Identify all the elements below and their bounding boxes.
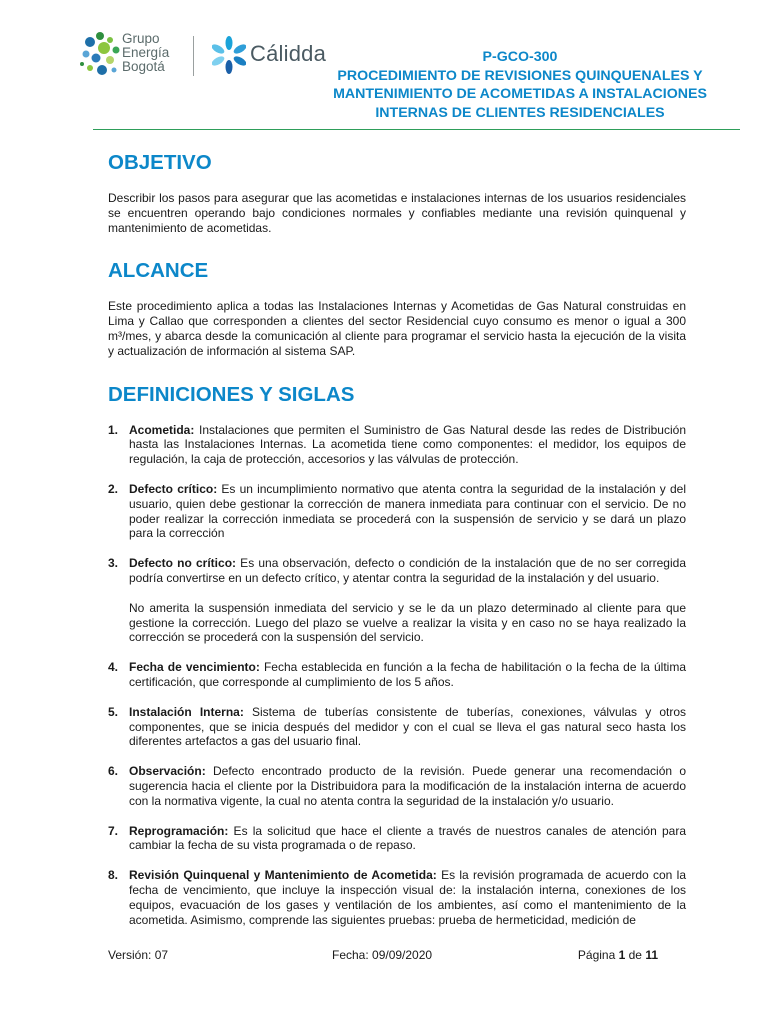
document-title-block (300, 48, 740, 122)
document-header (0, 0, 768, 132)
document-title-line: INTERNAS DE CLIENTES RESIDENCIALES (375, 104, 665, 121)
definition-term: Reprogramación: (129, 823, 229, 838)
section-paragraph: Este procedimiento aplica a todas las Instalaciones Internas y Acometidas de Gas Natural construidas en Lima y Callao que corresponden a clientes del sector Residencial cuyo consumo es menor o igual a 300 m³/mes, y abarca desde la comunicación al cliente para programar el servicio hasta la ejecución de la visita y actualización de información al sistema SAP. (108, 299, 686, 358)
geb-logo-line: Bogotá (122, 59, 165, 74)
page-prefix: Página (577, 948, 619, 962)
section-objetivo (108, 150, 686, 235)
page-current: 1 (618, 948, 626, 962)
section-heading: ALCANCE (108, 259, 209, 283)
definition-item (108, 660, 686, 690)
definition-term: Acometida: (129, 422, 195, 437)
document-code: P-GCO-300 (482, 49, 558, 65)
document-body (108, 150, 686, 942)
definition-number: 1. (108, 422, 119, 437)
footer-page-number (578, 948, 658, 962)
document-title-line: PROCEDIMIENTO DE REVISIONES QUINQUENALES Y (337, 67, 703, 84)
definition-text: Fecha establecida en función a la fecha de habilitación o la fecha de la última certificación, que corresponde al cumplimiento de los 5 años. (129, 660, 687, 689)
definition-item (108, 824, 686, 854)
section-heading: OBJETIVO (108, 151, 212, 174)
geb-dots-icon (78, 30, 122, 78)
definition-term: Defecto crítico: (129, 481, 218, 496)
definition-item (108, 556, 686, 645)
header-divider-line (93, 129, 740, 130)
definition-text: Sistema de tuberías consistente de tuberías, conexiones, válvulas y otros componentes, que se inicia después del medidor y con el cual se lleva el gas natural seco hasta los diferentes artefactos a gas del usuario final. (129, 704, 686, 749)
definition-item (108, 482, 686, 541)
logo-divider (193, 36, 194, 76)
geb-logo-line: Grupo (122, 31, 160, 46)
definition-text: Es la revisión programada de acuerdo con la fecha de vencimiento, que incluye la inspección visual de: la instalación interna, conexiones de los equipos, evacuación de los gases y ventilación de los ambientes, así como el mantenimiento de la acometida. Asimismo, comprende las siguientes pruebas: prueba de hermeticidad, medición de (129, 868, 686, 927)
geb-logo-line: Energía (122, 45, 170, 60)
footer-version: Versión: 07 (108, 948, 169, 962)
document-title-line: MANTENIMIENTO DE ACOMETIDAS A INSTALACIONES (333, 86, 707, 102)
definition-text: Es un incumplimiento normativo que atenta contra la seguridad de la instalación y del usuario, quien debe gestionar la corrección de manera inmediata para continuar con el servicio. De no poder realizar la corrección inmediata se procederá con la suspensión de servicio y se dará un plazo para la corrección (129, 481, 686, 541)
definition-term: Fecha de vencimiento: (129, 660, 260, 675)
section-alcance (108, 258, 686, 358)
definition-item (108, 705, 686, 749)
definition-text: Es una observación, defecto o condición de la instalación que de no ser corregida podría convertirse en un defecto crítico, y atentar contra la seguridad de la instalación y del usuario. (129, 556, 686, 585)
definition-text: Instalaciones que permiten el Suministro de Gas Natural desde las redes de Distribución hasta las Instalaciones Internas. La acometida tiene como componentes: el medidor, los equipos de regulación, la caja de protección, accesorios y las válvulas de protección. (129, 422, 686, 467)
definition-item (108, 423, 686, 467)
calidda-snowflake-icon (212, 34, 246, 76)
geb-logo-wordmark (122, 32, 169, 74)
definition-extra-paragraph: No amerita la suspensión inmediata del servicio y se le da un plazo determinado al cliente para que gestione la corrección. Luego del plazo se vuelve a realizar la visita y en caso no se haya realizado la corrección se procederá con la suspensión del servicio. (129, 600, 686, 645)
definition-text: Es la solicitud que hace el cliente a través de nuestros canales de atención para cambiar la fecha de su vista programada o de repaso. (129, 823, 686, 853)
definition-item (108, 868, 686, 927)
section-paragraph: Describir los pasos para asegurar que las acometidas e instalaciones internas de los usuarios residenciales se encuentren operando bajo condiciones normales y confiables mediante una revisión quinquenal y mantenimiento de acometidas. (108, 191, 686, 235)
definition-term: Instalación Interna: (129, 704, 244, 719)
footer-date: Fecha: 09/09/2020 (332, 948, 433, 962)
grupo-energia-bogota-logo (78, 30, 188, 80)
definition-number: 4. (108, 660, 119, 675)
definition-term: Defecto no crítico: (129, 556, 237, 571)
definition-number: 7. (108, 823, 119, 838)
definition-term: Revisión Quinquenal y Mantenimiento de Acometida: (129, 868, 437, 883)
definition-term: Observación: (129, 764, 206, 779)
section-heading: DEFINICIONES Y SIGLAS (108, 382, 355, 406)
page-total: 11 (645, 948, 658, 962)
definition-number: 6. (108, 764, 119, 779)
document-footer (108, 948, 686, 964)
page-separator: de (625, 948, 646, 962)
calidda-wordmark: Cálidda (250, 41, 327, 66)
definitions-list (108, 423, 686, 928)
definition-number: 5. (108, 704, 119, 719)
definition-number: 3. (108, 556, 119, 571)
definition-text: Defecto encontrado producto de la revisión. Puede generar una recomendación o sugerencia hacia el cliente por la Distribuidora para la modificación de la instalación interna de acuerdo con la normativa vigente, la cual no atenta contra la seguridad de la instalación y/o usuario. (129, 764, 686, 808)
definition-number: 8. (108, 868, 119, 883)
definition-item (108, 764, 686, 808)
definition-number: 2. (108, 481, 119, 496)
section-definiciones (108, 382, 686, 928)
